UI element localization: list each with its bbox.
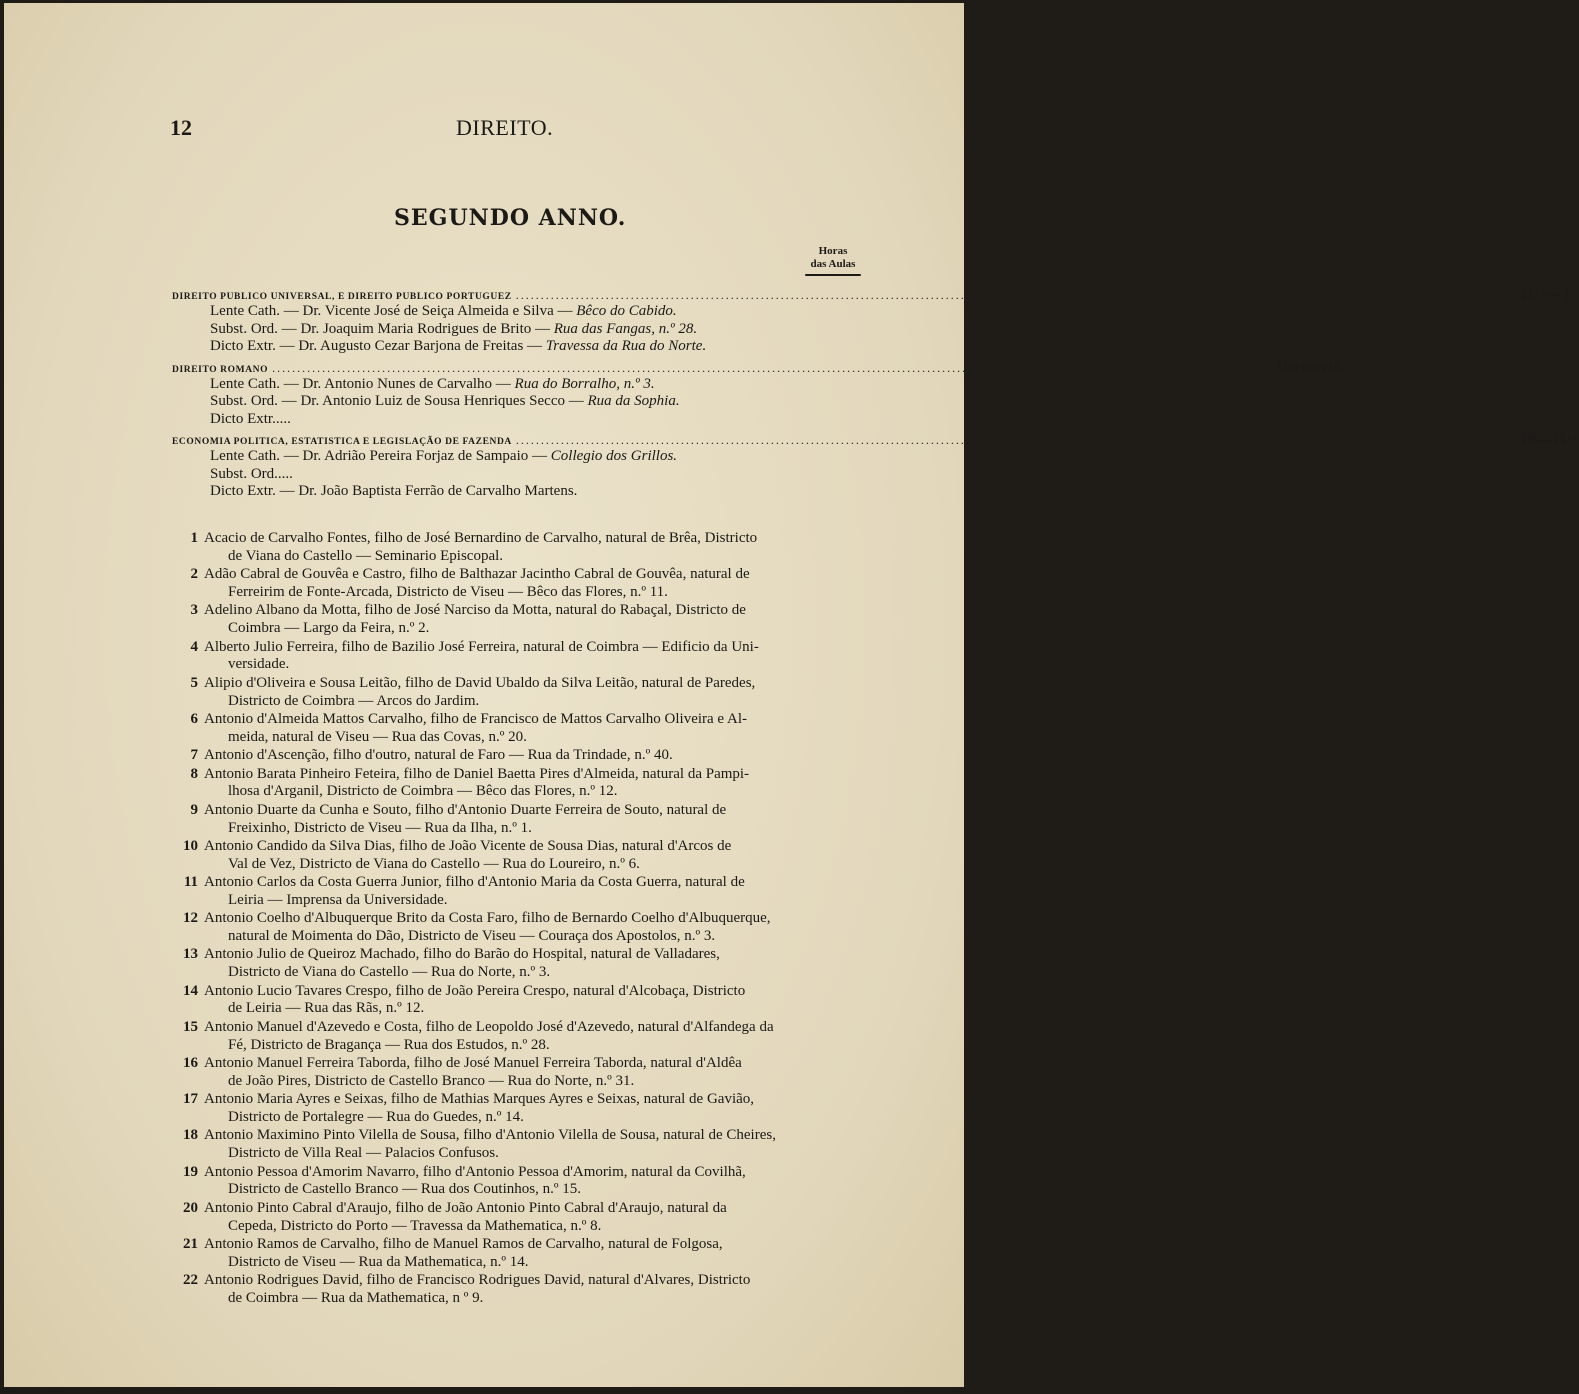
student-text [204, 1236, 866, 1272]
staff-line [172, 411, 868, 429]
section-title: SEGUNDO ANNO. [394, 205, 627, 231]
student-address: Largo da Feira, n.º 2. [303, 620, 430, 637]
student-number: 19 [183, 1163, 198, 1180]
student-address: Bêco das Flores, n.º 11. [526, 583, 668, 600]
student-entry [170, 747, 866, 765]
student-line1: Antonio Manuel d'Azevedo e Costa, filho de Leopoldo José d'Azevedo, natural d'Alfandega da [204, 1018, 774, 1035]
student-number: 9 [190, 801, 198, 818]
student-line2-text: natural de Moimenta do Dão, Districto de Viseu — [228, 928, 535, 945]
student-line2-text: Districto de Viana do Castello — [228, 964, 428, 981]
subjects-list [172, 283, 1579, 501]
student-text [204, 1055, 866, 1091]
staff-line [172, 321, 868, 339]
student-address: Couraça dos Apostolos, n.º 3. [538, 928, 716, 945]
student-line1: Antonio Candido da Silva Dias, filho de João Vicente de Sousa Dias, natural d'Arcos de [204, 837, 732, 854]
student-text [204, 1127, 866, 1163]
student-address: Travessa da Mathematica, n.º 8. [410, 1217, 602, 1234]
staff-line [172, 466, 868, 484]
student-entry [170, 1127, 866, 1163]
student-line2 [204, 928, 866, 946]
student-number: 17 [183, 1091, 198, 1108]
student-address: Rua dos Coutinhos, n.º 15. [420, 1181, 581, 1198]
page-number: 12 [170, 115, 192, 140]
student-line1: Antonio Rodrigues David, filho de Francisco Rodrigues David, natural d'Alvares, Districto [204, 1272, 751, 1289]
student-line2 [204, 1073, 866, 1091]
student-number: 22 [183, 1272, 198, 1289]
student-text [204, 1019, 866, 1055]
student-entry [170, 711, 866, 747]
document-page [4, 3, 1579, 1387]
student-line2 [204, 1181, 866, 1199]
student-line2-text: de Coimbra — [228, 1289, 318, 1306]
student-line2 [204, 1037, 866, 1055]
staff-role: Dicto Extr. — [210, 483, 295, 499]
staff-name: Dr. Joaquim Maria Rodrigues de Brito — [300, 320, 550, 337]
staff-role: Dicto Extr. — [210, 338, 295, 354]
subject-row [172, 286, 1571, 303]
running-head: DIREITO. [456, 115, 554, 140]
student-address: Rua das Rãs, n.º 12. [304, 1000, 425, 1017]
student-entry [170, 946, 866, 982]
student-text [204, 1164, 866, 1200]
student-text [204, 838, 866, 874]
student-line2-text: Cepeda, Districto do Porto — [228, 1217, 407, 1234]
leader-dots: ........................................................................................................................................................................................................ [515, 288, 1516, 302]
student-line2 [204, 964, 866, 982]
student-line2-text: Fé, Districto de Bragança — [228, 1036, 401, 1053]
student-line2-text: Ferreirim de Fonte-Arcada, Districto de Viseu — [228, 583, 523, 600]
student-line2-text: Districto de Viseu — [228, 1253, 355, 1270]
student-number: 20 [183, 1199, 198, 1216]
student-line2 [204, 693, 866, 711]
subject-hours: 10—11½ [1519, 431, 1579, 448]
student-entry [170, 675, 866, 711]
student-entry [170, 639, 866, 675]
student-line1: Antonio Duarte da Cunha e Souto, filho d'Antonio Duarte Ferreira de Souto, natural de [204, 801, 727, 818]
staff-role: Subst. Ord. — [210, 393, 297, 409]
student-number: 3 [190, 602, 198, 619]
student-line1: Antonio Lucio Tavares Crespo, filho de João Pereira Crespo, natural d'Alcobaça, Districto [204, 982, 746, 999]
hours-header-line1: Horas [818, 245, 848, 257]
staff-line [172, 376, 868, 394]
student-line2 [204, 1218, 866, 1236]
subject-name: ECONOMIA POLITICA, ESTATISTICA E LEGISLAÇÃO DE FAZENDA [172, 437, 512, 447]
student-number: 7 [190, 747, 198, 764]
student-entry [170, 530, 866, 566]
student-line2 [204, 1109, 866, 1127]
subject-name: DIREITO ROMANO [172, 364, 269, 375]
staff-name: Dr. Antonio Nunes de Carvalho — [302, 375, 511, 392]
student-line2-text: de Viana do Castello — [228, 547, 371, 564]
staff-name: Dr. Augusto Cezar Barjona de Freitas — [298, 338, 543, 354]
student-address: Rua da Ilha, n.º 1. [424, 819, 532, 836]
student-number: 8 [190, 765, 198, 782]
student-number: 21 [183, 1235, 198, 1252]
student-number: 11 [183, 874, 198, 891]
student-address: Rua das Covas, n.º 20. [391, 728, 527, 745]
subject-name: DIREITO PUBLICO UNIVERSAL, E DIREITO PUBLICO PORTUGUEZ [172, 292, 512, 302]
student-address: Arcos do Jardim. [376, 692, 480, 709]
staff-role: Dicto Extr..... [210, 410, 291, 427]
student-number: 14 [183, 982, 198, 999]
student-line1: Antonio Pinto Cabral d'Araujo, filho de João Antonio Pinto Cabral d'Araujo, natural da [204, 1199, 727, 1216]
student-line1: Antonio Barata Pinheiro Feteira, filho de Daniel Baetta Pires d'Almeida, natural da Pampi- [204, 765, 750, 782]
student-entry [170, 1164, 866, 1200]
student-number: 6 [190, 710, 198, 727]
student-entry [170, 874, 866, 910]
student-entry [170, 983, 866, 1019]
student-address: Imprensa da Universidade. [286, 891, 448, 908]
student-line2 [204, 856, 866, 874]
student-line1: Adão Cabral de Gouvêa e Castro, filho de Balthazar Jacintho Cabral de Gouvêa, natural de [204, 566, 750, 583]
student-text [204, 983, 866, 1019]
student-address: Palacios Confusos. [384, 1145, 499, 1162]
student-address: Seminario Episcopal. [374, 547, 504, 564]
student-address: Rua da Mathematica, n.º 14. [358, 1253, 529, 1270]
student-entry [170, 602, 866, 638]
student-text [204, 711, 866, 747]
student-line2 [204, 820, 866, 838]
student-address: Rua dos Estudos, n.º 28. [403, 1036, 550, 1053]
student-line1: Antonio Coelho d'Albuquerque Brito da Costa Faro, filho de Bernardo Coelho d'Albuquerque, [204, 910, 771, 927]
subject-row [172, 431, 1579, 448]
student-text [204, 639, 866, 675]
staff-name: Dr. Adrião Pereira Forjaz de Sampaio — [302, 448, 548, 464]
student-address: Rua da Mathematica, n º 9. [320, 1289, 484, 1306]
staff-line [172, 303, 868, 321]
student-line1: Antonio d'Almeida Mattos Carvalho, filho de Francisco de Mattos Carvalho Oliveira e Al- [204, 710, 748, 727]
student-line2 [204, 584, 866, 602]
staff-address: Bêco do Cabido. [576, 303, 677, 319]
student-line2 [204, 656, 866, 674]
student-line2-text: de João Pires, Districto de Castello Branco — [228, 1072, 504, 1089]
student-line2 [204, 548, 866, 566]
student-text [204, 874, 866, 910]
student-line1: Antonio Ramos de Carvalho, filho de Manuel Ramos de Carvalho, natural de Folgosa, [204, 1235, 723, 1252]
student-entry [170, 802, 866, 838]
staff-name: Dr. João Baptista Ferrão de Carvalho Martens. [298, 483, 578, 499]
student-text [204, 766, 866, 802]
hours-header-line2: das Aulas [810, 258, 856, 270]
student-number: 18 [183, 1127, 198, 1144]
staff-address: Rua das Fangas, n.º 28. [553, 320, 698, 337]
student-line1: Antonio Carlos da Costa Guerra Junior, filho d'Antonio Maria da Costa Guerra, natural de [204, 874, 745, 891]
student-address: Rua do Loureiro, n.º 6. [502, 855, 640, 872]
student-line2-text: Districto de Portalegre — [228, 1109, 383, 1125]
staff-role: Lente Cath. — [210, 448, 299, 464]
student-number: 15 [183, 1018, 198, 1035]
student-line2 [204, 1000, 866, 1018]
staff-line [172, 338, 868, 356]
student-line2 [204, 620, 866, 638]
student-line2-text: Leiria — [228, 891, 283, 908]
student-entry [170, 1019, 866, 1055]
staff-address: Rua da Sophia. [587, 393, 680, 409]
student-text [204, 1091, 866, 1127]
student-line2 [204, 1145, 866, 1163]
student-text [204, 675, 866, 711]
student-line1: Adelino Albano da Motta, filho de José Narciso da Motta, natural do Rabaçal, Districto de [204, 602, 746, 619]
student-number: 2 [190, 566, 198, 583]
student-line1: Acacio de Carvalho Fontes, filho de José Bernardino de Carvalho, natural de Brêa, Districto [204, 530, 758, 546]
student-line2-text: Coimbra — [228, 620, 300, 637]
student-line2-text: Districto de Villa Real — [228, 1145, 381, 1162]
student-entry [170, 910, 866, 946]
student-number: 1 [190, 530, 198, 546]
student-line2 [204, 729, 866, 747]
student-number: 16 [183, 1055, 198, 1072]
staff-line [172, 483, 868, 501]
student-number: 4 [190, 638, 198, 655]
staff-role: Subst. Ord..... [210, 465, 293, 482]
student-line2-text: de Leiria — [228, 1000, 301, 1017]
student-line2-text: meida, natural de Viseu — [228, 728, 389, 745]
leader-dots: ........................................................................................................................................................................................................ [515, 433, 1516, 447]
student-number: 5 [190, 674, 198, 691]
student-text [204, 1200, 866, 1236]
student-text [204, 1272, 866, 1308]
student-text [204, 602, 866, 638]
student-line1: Antonio d'Ascenção, filho d'outro, natural de Faro — Rua da Trindade, n.º 40. [204, 747, 673, 764]
subject-row [172, 358, 1344, 376]
student-text [204, 566, 866, 602]
student-line1: Alipio d'Oliveira e Sousa Leitão, filho de David Ubaldo da Silva Leitão, natural de Paredes, [204, 674, 756, 691]
student-text [204, 910, 866, 946]
student-address: Rua do Norte, n.º 31. [507, 1072, 635, 1089]
student-text [204, 747, 866, 765]
student-entry [170, 838, 866, 874]
student-line1: Antonio Maximino Pinto Vilella de Sousa, filho d'Antonio Vilella de Sousa, natural de Cheires, [204, 1127, 776, 1144]
student-line2 [204, 783, 866, 801]
student-line2 [204, 892, 866, 910]
staff-address: Rua do Borralho, n.º 3. [514, 375, 655, 392]
student-text [204, 530, 866, 566]
student-address: versidade. [228, 656, 290, 673]
staff-line [172, 393, 868, 411]
student-entry [170, 1091, 866, 1127]
student-line1: Alberto Julio Ferreira, filho de Bazilio José Ferreira, natural de Coimbra — Edificio da Uni- [204, 638, 759, 655]
student-entry [170, 1272, 866, 1308]
student-line2-text: Districto de Coimbra — [228, 692, 374, 709]
student-number: 12 [183, 910, 198, 927]
student-entry [170, 1055, 866, 1091]
student-address: Rua do Norte, n.º 3. [430, 964, 551, 981]
student-address: Rua do Guedes, n.º 14. [386, 1109, 524, 1125]
student-line1: Antonio Maria Ayres e Seixas, filho de Mathias Marques Ayres e Seixas, natural de Gavião, [204, 1091, 755, 1108]
subject-hours: 11½—1 [1519, 286, 1571, 303]
student-line2-text: lhosa d'Arganil, Districto de Coimbra — [228, 783, 473, 800]
student-entry [170, 566, 866, 602]
student-number: 10 [183, 837, 198, 854]
student-entry [170, 1200, 866, 1236]
leader-dots: ........................................................................................................................................................................................................ [272, 360, 1273, 375]
staff-name: Dr. Antonio Luiz de Sousa Henriques Secco — [300, 393, 584, 409]
student-line1: Antonio Pessoa d'Amorim Navarro, filho d'Antonio Pessoa d'Amorim, natural da Covilhã, [204, 1163, 746, 1180]
student-text [204, 946, 866, 982]
staff-role: Subst. Ord. — [210, 320, 297, 337]
staff-line [172, 448, 868, 466]
student-line2 [204, 1254, 866, 1272]
student-line1: Antonio Manuel Ferreira Taborda, filho de José Manuel Ferreira Taborda, natural d'Aldêa [204, 1055, 742, 1072]
hours-header-rule [805, 274, 861, 276]
student-line2-text: Districto de Castello Branco — [228, 1181, 418, 1198]
student-line1: Antonio Julio de Queiroz Machado, filho do Barão do Hospital, natural de Valladares, [204, 946, 720, 963]
student-line2 [204, 1290, 866, 1308]
subject-hours: Variaveis. [1276, 358, 1344, 376]
staff-address: Travessa da Rua do Norte. [545, 338, 707, 354]
staff-role: Lente Cath. — [210, 375, 299, 392]
hours-column-header [802, 245, 864, 276]
staff-name: Dr. Vicente José de Seiça Almeida e Silva — [302, 303, 573, 319]
student-number: 13 [183, 946, 198, 963]
student-text [204, 802, 866, 838]
students-list [170, 530, 866, 1308]
staff-role: Lente Cath. — [210, 303, 299, 319]
student-entry [170, 1236, 866, 1272]
student-address: Bêco das Flores, n.º 12. [475, 783, 618, 800]
student-line2-text: Freixinho, Districto de Viseu — [228, 819, 421, 836]
student-line2-text: Val de Vez, Districto de Viana do Castello — [228, 855, 499, 872]
staff-address: Collegio dos Grillos. [550, 448, 678, 464]
student-entry [170, 766, 866, 802]
